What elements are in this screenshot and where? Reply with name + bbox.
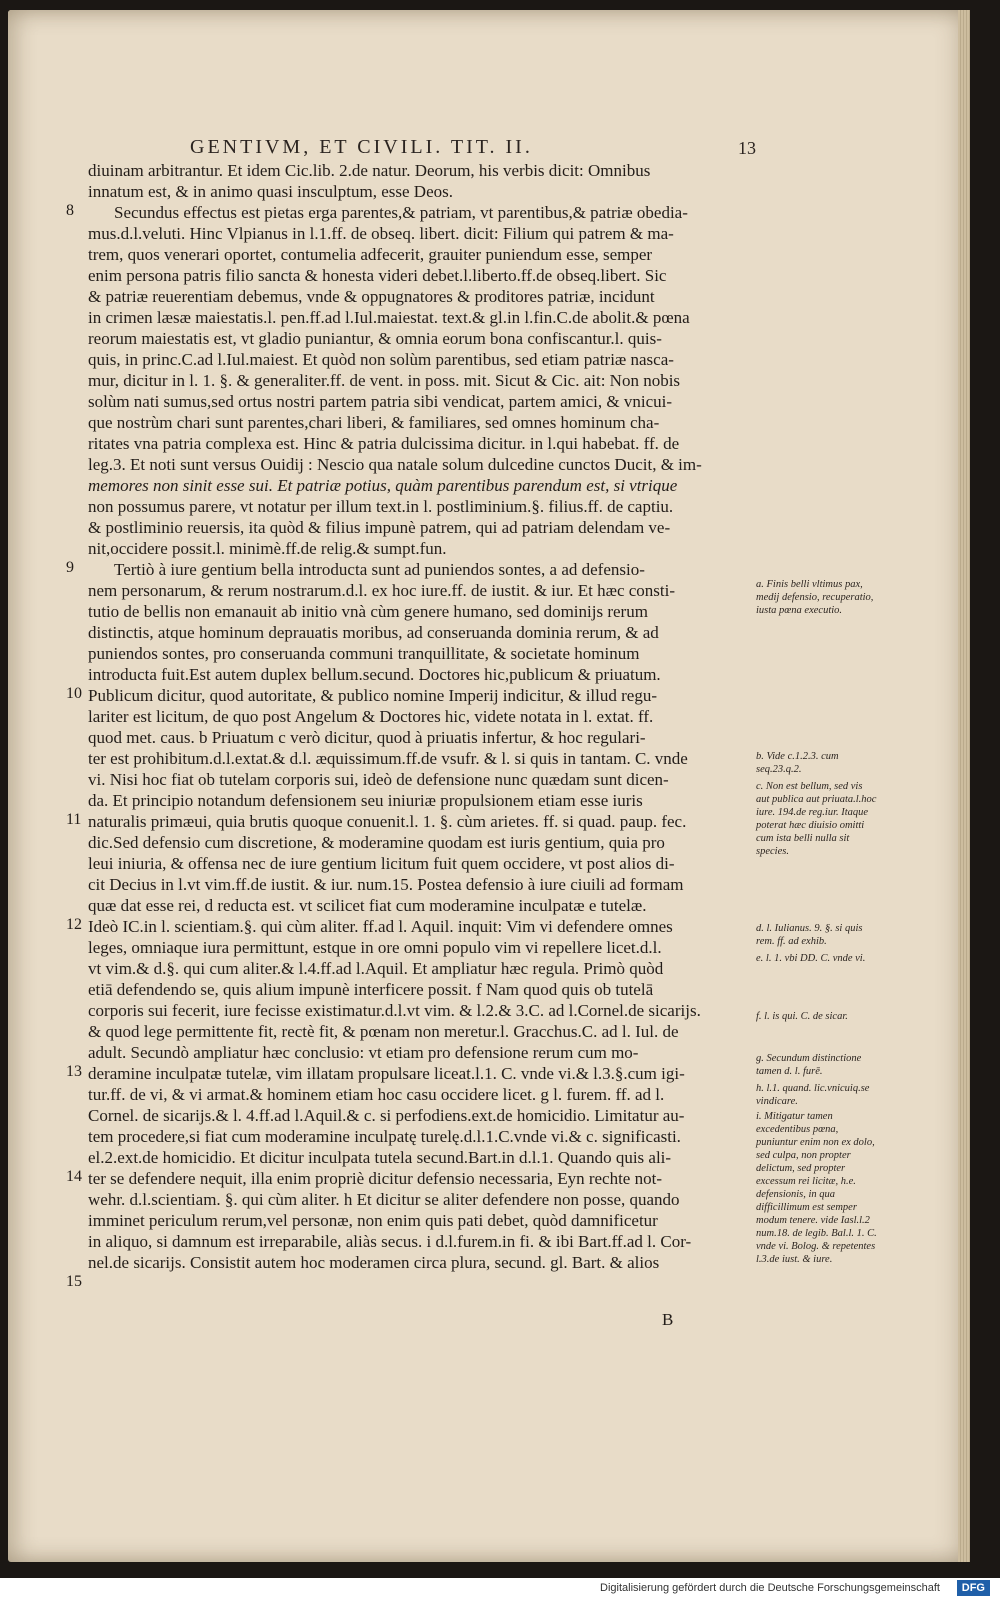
text-line-27: lariter est licitum, de quo post Angelum & Doctores hic, videte notata in l. extat. ff. — [88, 707, 654, 726]
text-line-18: & postliminio reuersis, ita quòd & filius impunè patrem, qui ad patriam delendam ve- — [88, 518, 671, 537]
section-number-15: 15 — [66, 1273, 82, 1290]
signature-mark: B — [662, 1310, 674, 1329]
digitization-credit: Digitalisierung gefördert durch die Deutsche Forschungsgemeinschaft — [600, 1582, 940, 1594]
text-line-25: introducta fuit.Est autem duplex bellum.secund. Doctores hic,publicum & priuatum. — [88, 665, 661, 684]
text-line-1: diuinam arbitrantur. Et idem Cic.lib. 2.de natur. Deorum, his verbis dicit: Omnibus — [88, 161, 651, 180]
page-right-edge — [958, 10, 970, 1562]
text-line-21: nem personarum, & rerum nostrarum.d.l. ex hoc iure.ff. de iustit. & iur. Et hæc consti- — [88, 581, 676, 600]
text-line-24: puniendos sontes, pro conseruanda communi tranquillitate, & societate hominum — [88, 644, 640, 663]
marginal-note-e: e. l. 1. vbi DD. C. vnde vi. — [756, 953, 866, 964]
text-line-17: non possumus parere, vt notatur per illum text.in l. postliminium.§. filius.ff. de captiu. — [88, 497, 674, 516]
marginal-note-c: c. Non est bellum, sed vis aut publica aut priuata.l.hoc iure. 194.de reg.iur. Itaque poterat hæc diuisio omitti cum ista belli nulla sit species. — [756, 781, 877, 857]
text-line-36: quæ dat esse rei, d reducta est. vt scilicet fiat cum moderamine inculpatæ e tutelæ. — [88, 896, 647, 915]
text-line-46: Cornel. de sicarijs.& l. 4.ff.ad l.Aquil.& c. si perfodiens.ext.de homicidio. Limitatur au- — [88, 1106, 685, 1125]
section-number-11: 11 — [66, 811, 82, 828]
marginal-note-i: i. Mitigatur tamen excedentibus pœna, puniuntur enim non ex dolo, sed culpa, non propter delictum, sed propter excessum rei licitæ, h.e. defensionis, in qua difficillimum est semper modum tenere. vide Iasl.l.2 num.18. de legib. Bal.l. 1. C. vnde vi. Bolog. & repetentes l.3.de iust. & iure. — [756, 1111, 877, 1265]
text-line-6: enim persona patris filio sancta & honesta videri debet.l.liberto.ff.de obseq.libert. Sic — [88, 266, 667, 285]
text-line-41: corporis sui fecerit, iure fecisse existimatur.d.l.vt vim. & l.2.& 3.C. ad l.Cornel.de sicarijs. — [88, 1001, 701, 1020]
text-line-35: cit Decius in l.vt vim.ff.de iustit. & iur. num.15. Postea defensio à iure ciuili ad formam — [88, 875, 684, 894]
marginal-note-b: b. Vide c.1.2.3. cum seq.23.q.2. — [756, 751, 839, 775]
text-line-52: in aliquo, si damnum est irreparabile, aliàs secus. i d.l.furem.in fi. & ibi Bart.ff.ad l. Cor- — [88, 1232, 692, 1251]
text-line-49: ter se defendere nequit, illa enim propriè dicitur defensio necessaria, Eyn rechte not- — [88, 1169, 662, 1188]
text-line-23: distinctis, atque hominum deprauatis moribus, ad conseruanda dominia rerum, & ad — [88, 623, 659, 642]
text-line-31: da. Et principio notandum defensionem seu iniuriæ propulsionem etiam esse iuris — [88, 791, 643, 810]
text-line-7: & patriæ reuerentiam debemus, vnde & oppugnatores & proditores patriæ, incidunt — [88, 287, 655, 306]
text-line-30: vi. Nisi hoc fiat ob tutelam corporis sui, ideò de defensione nunc quædam sunt dicen- — [88, 770, 669, 789]
text-line-13: que nostrùm chari sunt parentes,chari liberi, & familiares, sed omnes hominum cha- — [88, 413, 660, 432]
marginal-note-d: d. l. Iulianus. 9. §. si quis rem. ff. ad exhib. — [756, 923, 863, 947]
text-line-51: imminet periculum rerum,vel personæ, non enim quis pati debet, quòd damnificetur — [88, 1211, 658, 1230]
section-number-12: 12 — [66, 916, 82, 933]
text-line-40: etiā defendendo se, quis alium impunè interficere possit. f Nam quod quis ob tutelā — [88, 980, 654, 999]
text-line-29: ter est prohibitum.d.l.extat.& d.l. æquissimum.ff.de vsufr. & l. si quis in tantam. C. vnde — [88, 749, 688, 768]
text-line-48: el.2.ext.de homicidio. Et dicitur inculpata tutela secund.Bart.in d.l.1. Quando quis ali- — [88, 1148, 672, 1167]
text-line-39: vt vim.& d.§. qui cum aliter.& l.4.ff.ad l.Aquil. Et ampliatur hæc regula. Primò quòd — [88, 959, 664, 978]
text-line-15: leg.3. Et noti sunt versus Ouidij : Nescio qua natale solum dulcedine cunctos Ducit, & im- — [88, 455, 702, 474]
text-line-44: deramine inculpatæ tutelæ, vim illatam propulsare liceat.l.1. C. vnde vi.& l.3.§.cum igi- — [88, 1064, 685, 1083]
dfg-logo: DFG — [957, 1580, 990, 1596]
text-line-5: trem, quos venerari oportet, contumelia adfecerit, grauiter puniendum esse, semper — [88, 245, 653, 264]
text-line-8: in crimen læsæ maiestatis.l. pen.ff.ad l.Iul.maiestat. text.& gl.in l.fin.C.de abolit.& pœna — [88, 308, 690, 327]
marginal-note-h: h. l.1. quand. lic.vnicuiq.se vindicare. — [756, 1083, 870, 1107]
text-line-34: leui iniuria, & offensa nec de iure gentium licitum fuit quem occidere, vt post alios di- — [88, 854, 675, 873]
marginal-note-a: a. Finis belli vltimus pax, medij defensio, recuperatio, iusta pœna executio. — [756, 579, 874, 616]
text-line-43: adult. Secundò ampliatur hæc conclusio: vt etiam pro defensione rerum cum mo- — [88, 1043, 639, 1062]
section-number-14: 14 — [66, 1168, 82, 1185]
text-line-22: tutio de bellis non emanauit ab initio vnà cùm genere humano, sed dominijs rerum — [88, 602, 648, 621]
marginal-note-g: g. Secundum distinctione tamen d. l. furē. — [756, 1053, 862, 1077]
section-number-10: 10 — [66, 685, 82, 702]
marginal-note-f: f. l. is qui. C. de sicar. — [756, 1011, 848, 1022]
text-line-54 — [88, 1273, 738, 1294]
text-line-2: innatum est, & in animo quasi insculptum, esse Deos. — [88, 182, 453, 201]
text-line-14: ritates vna patria complexa est. Hinc & patria dulcissima dicitur. in l.qui habebat. ff. de — [88, 434, 680, 453]
running-head: GENTIVM, ET CIVILI. TIT. II. — [190, 136, 533, 158]
text-line-26: Publicum dicitur, quod autoritate, & publico nomine Imperij indicitur, & illud regu- — [88, 686, 657, 705]
text-line-38: leges, omniaque iura permittunt, estque in ore omni populo vim vi repellere licet.d.l. — [88, 938, 662, 957]
page-number: 13 — [738, 138, 756, 158]
text-line-11: mur, dicitur in l. 1. §. & generaliter.ff. de vent. in poss. mit. Sicut & Cic. ait: Non nobis — [88, 371, 681, 390]
text-line-19: nit,occidere possit.l. minimè.ff.de relig.& sumpt.fun. — [88, 539, 447, 558]
text-line-12: solùm nati sumus,sed ortus nostri partem patria sibi vendicat, partem amici, & vnicui- — [88, 392, 673, 411]
text-line-10: quis, in princ.C.ad l.Iul.maiest. Et quòd non solùm parentibus, sed etiam patriæ nasca- — [88, 350, 674, 369]
text-line-33: dic.Sed defensio cum discretione, & moderamine quodam est iuris gentium, quia pro — [88, 833, 665, 852]
section-number-13: 13 — [66, 1063, 82, 1080]
text-line-53: nel.de sicarijs. Consistit autem hoc moderamen circa plura, secund. gl. Bart. & alios — [88, 1253, 660, 1272]
text-line-28: quod met. caus. b Priuatum c verò dicitur, quod à priuatis infertur, & hoc regulari- — [88, 728, 646, 747]
main-text-block — [88, 160, 738, 1294]
text-line-3: Secundus effectus est pietas erga parentes,& patriam, vt parentibus,& patriæ obedia- — [114, 203, 688, 222]
text-line-50: wehr. d.l.scientiam. §. qui cùm aliter. h Et dicitur se aliter defendere non posse, quando — [88, 1190, 680, 1209]
text-line-20: Tertiò à iure gentium bella introducta sunt ad puniendos sontes, a ad defensio- — [114, 560, 645, 579]
text-line-4: mus.d.l.veluti. Hinc Vlpianus in l.1.ff. de obseq. libert. dicit: Filium qui patrem & ma- — [88, 224, 674, 243]
text-line-47: tem procedere,si fiat cum moderamine inculpatę turelę.d.l.1.C.vnde vi.& c. significasti. — [88, 1127, 681, 1146]
text-line-9: reorum maiestatis est, vt gladio puniantur, & omnia eorum bona confiscantur.l. quis- — [88, 329, 662, 348]
text-line-32: naturalis primæui, quia brutis quoque conuenit.l. 1. §. cùm arietes. ff. si quad. paup. fec. — [88, 812, 687, 831]
text-line-37: Ideò IC.in l. scientiam.§. qui cùm aliter. ff.ad l. Aquil. inquit: Vim vi defendere omnes — [88, 917, 673, 936]
text-line-42: & quod lege permittente fit, rectè fit, & pœnam non meretur.l. Gracchus.C. ad l. Iul. de — [88, 1022, 679, 1041]
section-number-9: 9 — [66, 559, 74, 576]
text-line-45: tur.ff. de vi, & vi armat.& hominem etiam hoc casu occidere licet. g l. furem. ff. ad l. — [88, 1085, 665, 1104]
text-line-16: memores non sinit esse sui. Et patriæ potius, quàm parentibus parendum est, si vtrique — [88, 476, 678, 495]
section-number-8: 8 — [66, 202, 74, 219]
